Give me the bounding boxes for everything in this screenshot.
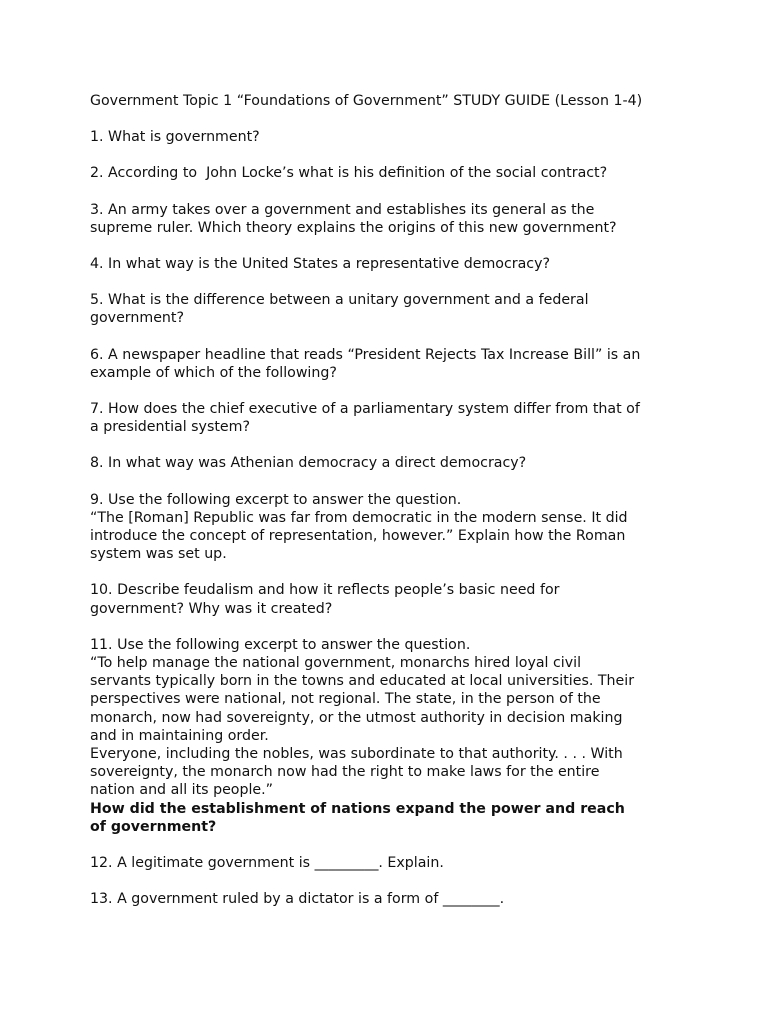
question-4 — [90, 255, 690, 273]
question-9 — [90, 491, 690, 564]
question-text-line: government? Why was it created? — [90, 600, 333, 617]
question-text-line: “To help manage the national government, monarchs hired loyal civil — [90, 655, 582, 672]
question-10 — [90, 581, 690, 617]
question-text-line: 10. Describe feudalism and how it reflects people’s basic need for — [90, 582, 560, 599]
question-text-line: government? — [90, 310, 185, 327]
question-text-line: system was set up. — [90, 546, 227, 563]
question-text-line: 2. According to John Locke’s what is his definition of the social contract? — [90, 165, 608, 182]
question-prompt-bold-line: How did the establishment of nations expand the power and reach — [90, 800, 625, 817]
document-title: Government Topic 1 “Foundations of Government” STUDY GUIDE (Lesson 1-4) — [90, 93, 643, 109]
question-text-line: “The [Roman] Republic was far from democratic in the modern sense. It did — [90, 509, 628, 526]
question-11 — [90, 636, 690, 836]
question-text-line: 11. Use the following excerpt to answer the question. — [90, 636, 471, 653]
question-text-line: nation and all its people.” — [90, 782, 274, 799]
question-text-line: Everyone, including the nobles, was subordinate to that authority. . . . With — [90, 746, 623, 763]
question-text-line: example of which of the following? — [90, 364, 337, 381]
question-text-line: servants typically born in the towns and educated at local universities. Their — [90, 673, 635, 690]
question-8 — [90, 454, 690, 472]
question-text-line: 4. In what way is the United States a representative democracy? — [90, 256, 551, 273]
question-text-line: 8. In what way was Athenian democracy a direct democracy? — [90, 455, 527, 472]
question-13 — [90, 890, 690, 908]
question-text-line: 1. What is government? — [90, 129, 260, 146]
question-text-line: 6. A newspaper headline that reads “President Rejects Tax Increase Bill” is an — [90, 346, 641, 363]
question-2 — [90, 164, 690, 182]
question-text-line: 5. What is the difference between a unitary government and a federal — [90, 292, 589, 309]
question-text-line: 3. An army takes over a government and establishes its general as the — [90, 201, 595, 218]
question-text-line: 9. Use the following excerpt to answer the question. — [90, 491, 462, 508]
question-text-line: and in maintaining order. — [90, 727, 269, 744]
study-guide-page — [90, 92, 690, 927]
question-list — [90, 128, 690, 908]
question-12 — [90, 854, 690, 872]
question-7 — [90, 400, 690, 436]
question-text-line: perspectives were national, not regional. The state, in the person of the — [90, 691, 601, 708]
question-text-line: 13. A government ruled by a dictator is a form of ________. — [90, 891, 505, 908]
question-text-line: sovereignty, the monarch now had the right to make laws for the entire — [90, 764, 600, 781]
question-text-line: supreme ruler. Which theory explains the origins of this new government? — [90, 219, 617, 236]
question-5 — [90, 291, 690, 327]
question-text-line: a presidential system? — [90, 419, 250, 436]
question-6 — [90, 346, 690, 382]
question-3 — [90, 201, 690, 237]
question-text-line: monarch, now had sovereignty, or the utmost authority in decision making — [90, 709, 623, 726]
question-prompt-bold-line: of government? — [90, 818, 217, 835]
question-text-line: 12. A legitimate government is _________. Explain. — [90, 855, 444, 872]
question-text-line: 7. How does the chief executive of a parliamentary system differ from that of — [90, 401, 640, 418]
question-1 — [90, 128, 690, 146]
question-text-line: introduce the concept of representation, however.” Explain how the Roman — [90, 528, 626, 545]
